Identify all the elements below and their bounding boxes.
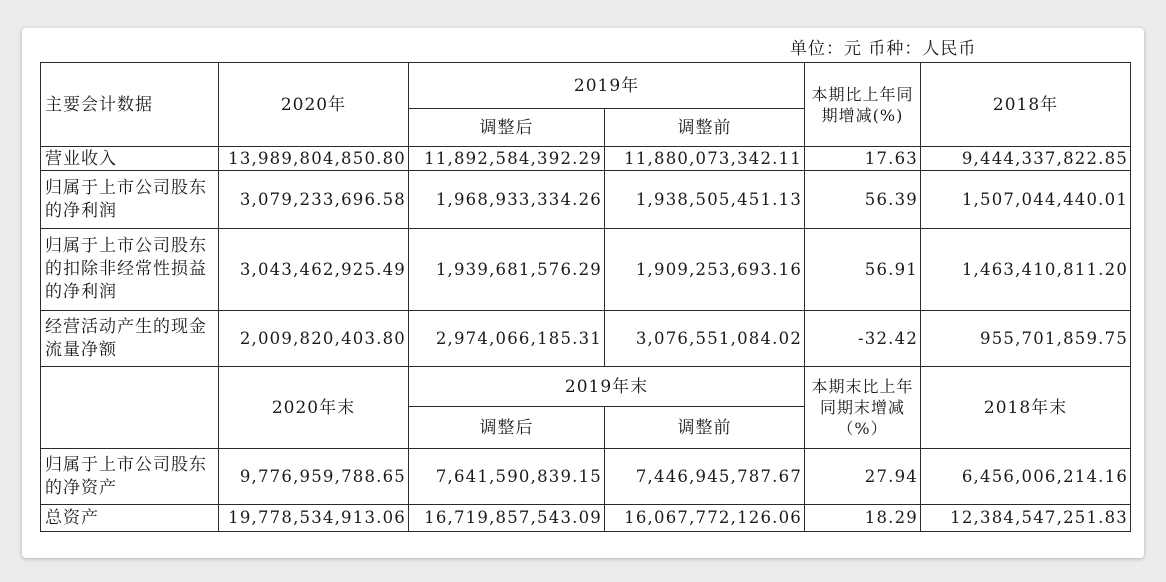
- cell-2018: 9,444,337,822.85: [921, 147, 1131, 171]
- cell-2019-before: 3,076,551,084.02: [605, 311, 805, 367]
- table-row: [41, 171, 1131, 229]
- cell-2019-before: 16,067,772,126.06: [605, 505, 805, 532]
- cell-2020: 3,043,462,925.49: [219, 229, 409, 311]
- header-year-2019-end: 2019年末: [409, 367, 805, 407]
- cell-2020: 9,776,959,788.65: [219, 449, 409, 505]
- header-year-2019: 2019年: [409, 63, 805, 109]
- cell-2020: 3,079,233,696.58: [219, 171, 409, 229]
- header-change-pct: 本期比上年同期增减(%): [805, 63, 921, 147]
- cell-2018: 1,507,044,440.01: [921, 171, 1131, 229]
- header-adjusted-before: 调整前: [605, 109, 805, 147]
- cell-2019-after: 11,892,584,392.29: [409, 147, 605, 171]
- header-item-label: 主要会计数据: [41, 63, 219, 147]
- header-year-2020: 2020年: [219, 63, 409, 147]
- cell-2019-after: 7,641,590,839.15: [409, 449, 605, 505]
- cell-change: 27.94: [805, 449, 921, 505]
- financial-data-table: [40, 62, 1131, 532]
- cell-change: 56.39: [805, 171, 921, 229]
- row-label: 归属于上市公司股东的扣除非经常性损益的净利润: [41, 229, 219, 311]
- cell-2019-after: 1,939,681,576.29: [409, 229, 605, 311]
- cell-2019-after: 2,974,066,185.31: [409, 311, 605, 367]
- header-adjusted-before-2: 调整前: [605, 407, 805, 449]
- cell-2018: 1,463,410,811.20: [921, 229, 1131, 311]
- header-change-pct-end: 本期末比上年同期末增减（%）: [805, 367, 921, 449]
- cell-2019-before: 1,909,253,693.16: [605, 229, 805, 311]
- cell-change: 18.29: [805, 505, 921, 532]
- header-year-2018: 2018年: [921, 63, 1131, 147]
- header-item-label-2: [41, 367, 219, 449]
- cell-2019-before: 1,938,505,451.13: [605, 171, 805, 229]
- cell-2018: 6,456,006,214.16: [921, 449, 1131, 505]
- cell-change: -32.42: [805, 311, 921, 367]
- cell-2019-after: 16,719,857,543.09: [409, 505, 605, 532]
- header-year-2018-end: 2018年末: [921, 367, 1131, 449]
- table-row: [41, 229, 1131, 311]
- header-adjusted-after-2: 调整后: [409, 407, 605, 449]
- header-year-2020-end: 2020年末: [219, 367, 409, 449]
- cell-2019-before: 11,880,073,342.11: [605, 147, 805, 171]
- table-row: [41, 311, 1131, 367]
- cell-2019-before: 7,446,945,787.67: [605, 449, 805, 505]
- header-adjusted-after: 调整后: [409, 109, 605, 147]
- row-label: 归属于上市公司股东的净利润: [41, 171, 219, 229]
- cell-2020: 13,989,804,850.80: [219, 147, 409, 171]
- table-row: [41, 505, 1131, 532]
- row-label: 总资产: [41, 505, 219, 532]
- cell-2018: 12,384,547,251.83: [921, 505, 1131, 532]
- table-row: [41, 449, 1131, 505]
- cell-2020: 19,778,534,913.06: [219, 505, 409, 532]
- cell-change: 56.91: [805, 229, 921, 311]
- row-label: 经营活动产生的现金流量净额: [41, 311, 219, 367]
- row-label: 归属于上市公司股东的净资产: [41, 449, 219, 505]
- cell-2019-after: 1,968,933,334.26: [409, 171, 605, 229]
- cell-2020: 2,009,820,403.80: [219, 311, 409, 367]
- row-label: 营业收入: [41, 147, 219, 171]
- cell-2018: 955,701,859.75: [921, 311, 1131, 367]
- unit-currency-note: 单位：元 币种：人民币: [790, 39, 977, 59]
- table-row: [41, 147, 1131, 171]
- cell-change: 17.63: [805, 147, 921, 171]
